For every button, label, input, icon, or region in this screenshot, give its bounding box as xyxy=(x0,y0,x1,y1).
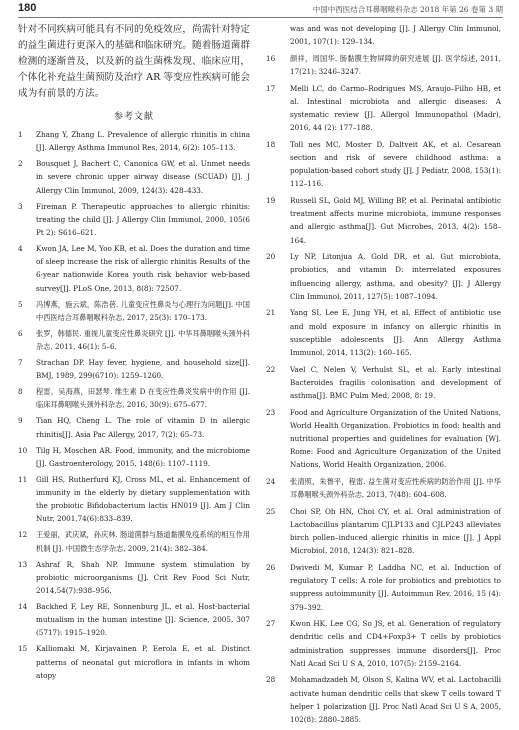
reference-number: 19 xyxy=(266,196,276,205)
reference-text: Ashraf R, Shah NP. Immune system stimulation by probiotic microorganisms [J]. Crit Rev Food Sci Nutr, 2014,54(7):938–956. xyxy=(36,559,250,596)
reference-list-left xyxy=(18,128,250,682)
reference-number: 10 xyxy=(18,445,28,455)
reference-item xyxy=(18,642,250,682)
reference-list-right xyxy=(266,22,501,726)
reference-item xyxy=(266,250,501,303)
reference-item xyxy=(266,561,501,614)
reference-item xyxy=(18,157,250,197)
reference-item xyxy=(18,414,250,440)
reference-text: Choi SP, Oh HN, Choi CY, et al. Oral administration of Lactobacillus plantarum CJLP133 and CJLP243 alleviates birch pollen–induced allergic rhinitis in mice [J]. J Appl Microbiol, 2018, 124(3): 821–828. xyxy=(290,506,501,556)
reference-text: Kwon HK, Lee CG, So JS, et al. Generation of regulatory dendritic cells and CD4+Foxp3+ T cells by probiotics administration suppresses immune disorders[J]. Proc Natl Acad Sci U S A, 2010, 107(5): 2159–2164. xyxy=(290,619,501,668)
page-number: 180 xyxy=(18,2,37,14)
reference-text: Dwivedi M, Kumar P, Laddha NC, et al. Induction of regulatory T cells: A role for probiotics and prebiotics to suppress autoimmunity [J]. Autoimmun Rev, 2016, 15 (4): 379–392. xyxy=(290,563,501,612)
reference-item xyxy=(266,475,501,501)
reference-text: Vael C, Nelen V, Verhulst SL, et al. Early intestinal Bacteroides fragilis colonisation and development of asthma[J]. BMC Pulm Med, 2008, 8: 19. xyxy=(290,364,501,401)
reference-item xyxy=(266,617,501,670)
reference-number: 25 xyxy=(266,506,276,516)
reference-number: 28 xyxy=(266,675,276,685)
reference-number: 2 xyxy=(18,159,23,169)
references-heading: 参考文献 xyxy=(113,112,154,122)
reference-text: Toll nes MC, Moster D, Daltveit AK, et al. Cesarean section and risk of severe childhood asthma: a population-based cohort study [J]. J Pediatr, 2008, 153(1): 112–116. xyxy=(290,139,501,189)
reference-item xyxy=(266,138,501,191)
reference-text: Kalliomaki M, Kirjavainen P, Eerola E, et al. Distinct patterns of neonatal gut microflora in infants in whom atopy xyxy=(36,644,250,680)
reference-number: 17 xyxy=(266,83,276,93)
reference-text: Fireman P. Therapeutic approaches to allergic rhinitis: treating the child [J]. J Allergy Clin Immunol, 2000, 105(6 Pt 2): S616–621. xyxy=(36,201,250,238)
reference-number: 11 xyxy=(18,474,28,484)
reference-item xyxy=(18,444,250,470)
reference-item xyxy=(266,673,501,726)
reference-item xyxy=(266,306,501,359)
reference-number: 22 xyxy=(266,364,276,374)
journal-title: 中国中西医结合耳鼻咽喉科杂志 2018 年第 26 卷第 3 期 xyxy=(312,5,503,14)
reference-text: Melli LC, do Carmo–Rodrigues MS, Araujo–Filho HB, et al. Intestinal microbiota and allergic diseases: A systematic review [J]. Allergol Immunopathol (Madr), 2016, 44 (2): 177–188. xyxy=(290,83,501,133)
reference-number: 23 xyxy=(266,407,276,417)
reference-number: 18 xyxy=(266,139,276,149)
reference-number: 21 xyxy=(266,308,276,318)
reference-text: Ly NP, Litonjua A, Gold DR, et al. Gut microbiota, probiotics, and vitamin D: interrelated exposures influencing allergy, asthma, and obesity? [J]. J Allergy Clin Immunol, 2011, 127(5): 1087–1094. xyxy=(290,252,501,301)
reference-number: 6 xyxy=(18,328,23,338)
reference-text: was and was not developing [J]. J Allergy Clin Immunol, 2001, 107(1): 129–134. xyxy=(290,24,501,47)
reference-number: 15 xyxy=(18,644,28,654)
reference-number: 20 xyxy=(266,252,276,262)
reference-text: 冯博燕，施云斌，陈浩蓓. 儿童变应性鼻炎与心理行为问题[J]. 中国中西医结合耳鼻咽喉科杂志, 2017, 25(3): 170–173. xyxy=(36,299,250,322)
reference-number: 24 xyxy=(266,477,276,487)
reference-text: 张清照，朱鲁平，程雷. 益生菌对变应性疾病的防治作用 [J]. 中华耳鼻咽喉头颈外科杂志, 2013, 7(48): 604–608. xyxy=(290,477,501,500)
reference-item xyxy=(18,600,250,640)
reference-number: 9 xyxy=(18,416,23,426)
body-paragraph xyxy=(18,22,250,102)
reference-item xyxy=(18,528,250,554)
reference-item xyxy=(266,406,501,472)
reference-text: Yang SI, Lee E, Jung YH, et al. Effect of antibiotic use and mold exposure in infancy on allergic rhinitis in susceptible adolescents [J]. Ann Allergy Asthma Immunol, 2014, 113(2): 160–165. xyxy=(290,308,501,358)
reference-item xyxy=(266,505,501,558)
reference-item xyxy=(18,473,250,526)
reference-item xyxy=(18,558,250,598)
reference-item xyxy=(18,327,250,353)
reference-text: 王爱丽，武庆斌，孙庆林. 肠道菌群与肠道黏膜免疫系统的相互作用机制 [J]. 中国微生态学杂志, 2009, 21(4): 382–384. xyxy=(36,530,250,553)
reference-item xyxy=(18,128,250,154)
reference-number: 7 xyxy=(18,358,23,368)
reference-text: Gill HS, Rutherfurd KJ, Cross ML, et al. Enhancement of immunity in the elderly by dietary supplementation with the probiotic Bifidobacterium lactis HN019 [J]. Am J Clin Nutr, 2001,74(6):833–839. xyxy=(36,474,250,524)
reference-text: Backhed F, Ley RE, Sonnenburg JL, et al. Host-bacterial mutualism in the human intestine [J]. Science, 2005, 307 (5717): 1915–1920. xyxy=(36,602,250,638)
reference-text: Russell SL, Gold MJ, Willing BP, et al. Perinatal antibiotic treatment affects murine microbiota, immune responses and allergic asthma[J]. Gut Microbes, 2013, 4(2): 158–164. xyxy=(290,196,501,245)
reference-number: 26 xyxy=(266,563,276,573)
reference-text: 颜祥，周国华. 肠黏膜生物屏障的研究进展 [J]. 医学综述, 2011, 17(21): 3246–3247. xyxy=(290,53,501,76)
reference-number: 4 xyxy=(18,244,23,254)
reference-text: Food and Agriculture Organization of the United Nations, World Health Organization. Probiotics in food: health and nutritional properties and guidelines for evaluation [W]. Rome: Food and Agriculture Organization of the United Nations, World Health Organization, 2006. xyxy=(290,407,501,470)
reference-number: 12 xyxy=(18,530,28,540)
reference-text: Zhang Y, Zhang L. Prevalence of allergic rhinitis in china [J]. Allergy Asthma Immunol Res, 2014, 6(2): 105–113. xyxy=(36,130,250,153)
reference-text: Kwon JA, Lee M, Yoo KB, et al. Does the duration and time of sleep increase the risk of allergic rhinitis Results of the 6-year nationwide Korea youth risk behavior web-based survey[J]. PLoS One, 2013, 8(8): 72507. xyxy=(36,244,250,293)
right-column xyxy=(266,22,501,730)
reference-item xyxy=(18,298,250,324)
reference-number: 1 xyxy=(18,130,23,139)
reference-item xyxy=(18,242,250,295)
reference-text: Bousquet J, Bachert C, Canonica GW, et al. Unmet needs in severe chronic upper airway disease (SCUAD) [J]. J Allergy Clin Immunol, 2009, 124(3): 428–433. xyxy=(36,159,250,195)
reference-number: 8 xyxy=(18,387,23,397)
reference-number: 27 xyxy=(266,619,276,629)
body-text: 针对不同疾病可能具有不同的免疫效应，尚需针对特定的益生菌进行更深入的基础和临床研究。随着肠道菌群检测的逐渐普及，以及新的益生菌株发现、临床应用，个体化补充益生菌预防及治疗 AR 等变应性疾病可能会成为有前景的方法。 xyxy=(18,24,250,99)
reference-text: 程雷，吴海燕，田瑟琴. 维生素 D 在变应性鼻炎发病中的作用 [J]. 临床耳鼻咽喉头颈外科杂志, 2016, 30(9): 675–677. xyxy=(36,387,250,410)
reference-text: Mohamadzadeh M, Olson S, Kalina WV, et al. Lactobacilli activate human dendritic cells that skew T cells toward T helper 1 polarization [J]. Proc Natl Acad Sci U S A, 2005, 102(8): 2880–2885. xyxy=(290,675,501,725)
reference-text: 张罗，韩德民. 重视儿童变应性鼻炎研究 [J]. 中华耳鼻咽喉头颈外科杂志, 2011, 46(1): 5–6. xyxy=(36,328,250,352)
reference-item xyxy=(266,82,501,135)
reference-text: Tian HQ, Cheng L. The role of vitamin D in allergic rhinitis[J]. Asia Pac Allergy, 2017, 7(2): 65–73. xyxy=(36,416,250,439)
reference-item xyxy=(266,363,501,403)
reference-number: 14 xyxy=(18,602,28,612)
left-column xyxy=(18,22,250,685)
running-header xyxy=(18,0,503,18)
reference-number: 16 xyxy=(266,53,276,63)
reference-number: 13 xyxy=(18,559,28,569)
reference-item xyxy=(266,52,501,78)
reference-item xyxy=(18,356,250,382)
reference-item xyxy=(18,385,250,411)
reference-number: 3 xyxy=(18,201,23,211)
reference-number: 5 xyxy=(18,299,23,309)
reference-item xyxy=(266,194,501,247)
reference-item xyxy=(18,200,250,240)
reference-text: Strachan DP. Hay fever, hygiene, and household size[J]. BMJ, 1989, 299(6710): 1259–1260. xyxy=(36,358,250,381)
reference-item xyxy=(266,22,501,48)
reference-text: Tilg H, Moschen AR. Food, immunity, and the microbiome [J]. Gastroenterology, 2015, 148(6): 1107–1119. xyxy=(36,445,250,468)
